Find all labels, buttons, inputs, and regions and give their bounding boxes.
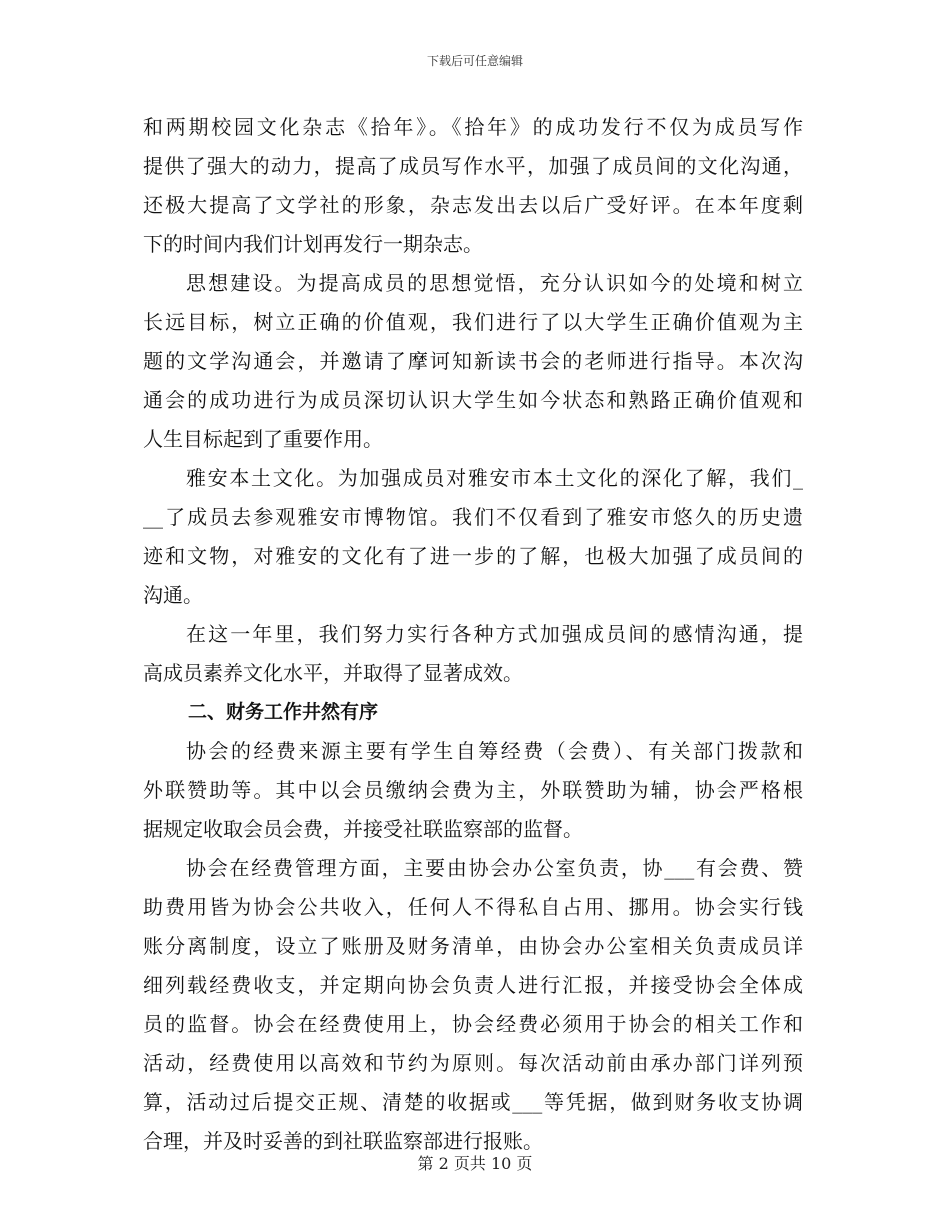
paragraph-line: 还极大提高了文学社的形象，杂志发出去以后广受好评。在本年度剩 bbox=[143, 193, 803, 217]
paragraph-line: 长远目标，树立正确的价值观，我们进行了以大学生正确价值观为主 bbox=[143, 310, 803, 334]
paragraph-line: 高成员素养文化水平，并取得了显著成效。 bbox=[143, 661, 523, 685]
paragraph-line: 迹和文物，对雅安的文化有了进一步的了解，也极大加强了成员间的 bbox=[143, 544, 803, 568]
paragraph-line: 下的时间内我们计划再发行一期杂志。 bbox=[143, 232, 483, 256]
paragraph-line: 细列载经费收支，并定期向协会负责人进行汇报，并接受协会全体成 bbox=[143, 973, 803, 997]
paragraph-line: __了成员去参观雅安市博物馆。我们不仅看到了雅安市悠久的历史遗 bbox=[143, 505, 803, 529]
paragraph-line: 在这一年里，我们努力实行各种方式加强成员间的感情沟通，提 bbox=[186, 622, 803, 646]
paragraph-line: 和两期校园文化杂志《拾年》。《拾年》的成功发行不仅为成员写作 bbox=[143, 115, 803, 139]
paragraph-line: 活动，经费使用以高效和节约为原则。每次活动前由承办部门详列预 bbox=[143, 1051, 803, 1075]
paragraph-line: 雅安本土文化。为加强成员对雅安市本土文化的深化了解，我们_ bbox=[186, 466, 803, 490]
document-body bbox=[143, 108, 803, 1161]
paragraph-line: 协会在经费管理方面，主要由协会办公室负责，协___有会费、赞 bbox=[186, 856, 803, 880]
paragraph-line: 据规定收取会员会费，并接受社联监察部的监督。 bbox=[143, 817, 583, 841]
paragraph-line: 账分离制度，设立了账册及财务清单，由协会办公室相关负责成员详 bbox=[143, 934, 803, 958]
paragraph-line: 算，活动过后提交正规、清楚的收据或___等凭据，做到财务收支协调 bbox=[143, 1090, 803, 1114]
paragraph-line: 员的监督。协会在经费使用上，协会经费必须用于协会的相关工作和 bbox=[143, 1012, 803, 1036]
paragraph-line: 外联赞助等。其中以会员缴纳会费为主，外联赞助为辅，协会严格根 bbox=[143, 778, 803, 802]
paragraph-line: 通会的成功进行为成员深切认识大学生如今状态和熟路正确价值观和 bbox=[143, 388, 803, 412]
paragraph-line: 沟通。 bbox=[143, 583, 203, 607]
paragraph-line: 思想建设。为提高成员的思想觉悟，充分认识如今的处境和树立 bbox=[186, 271, 803, 295]
paragraph-line: 提供了强大的动力，提高了成员写作水平，加强了成员间的文化沟通， bbox=[143, 154, 803, 178]
page-footer: 第 2 页共 10 页 bbox=[417, 1154, 533, 1173]
paragraph-line: 助费用皆为协会公共收入，任何人不得私自占用、挪用。协会实行钱 bbox=[143, 895, 803, 919]
paragraph-line: 合理，并及时妥善的到社联监察部进行报账。 bbox=[143, 1129, 543, 1153]
paragraph-line: 题的文学沟通会，并邀请了摩诃知新读书会的老师进行指导。本次沟 bbox=[143, 349, 803, 373]
paragraph-line: 人生目标起到了重要作用。 bbox=[143, 427, 383, 451]
paragraph-line: 协会的经费来源主要有学生自筹经费（会费）、有关部门拨款和 bbox=[186, 739, 803, 763]
section-heading: 二、财务工作井然有序 bbox=[188, 701, 379, 723]
page-header: 下载后可任意编辑 bbox=[426, 54, 523, 68]
